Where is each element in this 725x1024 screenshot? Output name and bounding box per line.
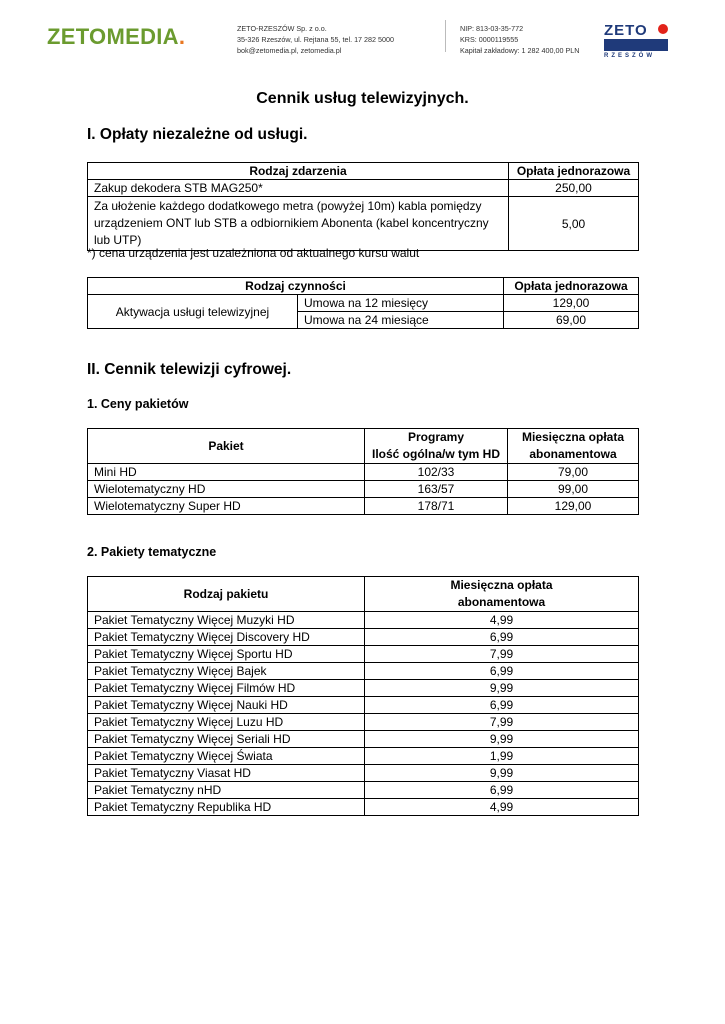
table-row: Za ułożenie każdego dodatkowego metra (powyżej 10m) kabla pomiędzy urządzeniem ONT lub STB a odbiornikiem Abonenta (kabel koncentryczny lub UTP) 5,00 bbox=[88, 197, 639, 251]
thematic-packages-table bbox=[87, 576, 639, 816]
table-row: Pakiet Tematyczny Viasat HD 9,99 bbox=[88, 765, 639, 782]
zetomedia-logo: ZETOMEDIA. bbox=[47, 24, 186, 49]
logo-red-dot-icon bbox=[658, 24, 668, 34]
table-row: Aktywacja usługi telewizyjnej Umowa na 12 miesięcy 129,00 bbox=[88, 295, 639, 312]
table-row: Pakiet Tematyczny Więcej Świata 1,99 bbox=[88, 748, 639, 765]
table-header-row: Rodzaj zdarzenia Opłata jednorazowa bbox=[88, 163, 639, 180]
table-row: Zakup dekodera STB MAG250* 250,00 bbox=[88, 180, 639, 197]
table-row: Pakiet Tematyczny nHD 6,99 bbox=[88, 782, 639, 799]
activation-fees-table bbox=[87, 277, 639, 329]
section-2-heading: II. Cennik telewizji cyfrowej. bbox=[87, 361, 292, 378]
table-row: Pakiet Tematyczny Więcej Muzyki HD 4,99 bbox=[88, 612, 639, 629]
table-row: Pakiet Tematyczny Więcej Seriali HD 9,99 bbox=[88, 731, 639, 748]
table-row: Pakiet Tematyczny Więcej Nauki HD 6,99 bbox=[88, 697, 639, 714]
table-row: Wielotematyczny Super HD 178/71 129,00 bbox=[88, 498, 639, 515]
zeto-rzeszow-logo: ZETO RZESZÓW bbox=[600, 20, 672, 60]
company-registration: NIP: 813-03-35-772 KRS: 0000119555 Kapitał zakładowy: 1 282 400,00 PLN bbox=[460, 24, 580, 55]
table-row: Pakiet Tematyczny Więcej Discovery HD 6,99 bbox=[88, 629, 639, 646]
table-header-row: Pakiet Programy Ilość ogólna/w tym HD Miesięczna opłata abonamentowa bbox=[88, 429, 639, 464]
section-1-heading: I. Opłaty niezależne od usługi. bbox=[87, 126, 308, 143]
table-header-row: Rodzaj czynności Opłata jednorazowa bbox=[88, 278, 639, 295]
thematic-packages-heading: 2. Pakiety tematyczne bbox=[87, 545, 217, 559]
event-fees-table bbox=[87, 162, 639, 251]
table-row: Pakiet Tematyczny Więcej Bajek 6,99 bbox=[88, 663, 639, 680]
table-row: Pakiet Tematyczny Więcej Luzu HD 7,99 bbox=[88, 714, 639, 731]
page-title: Cennik usług telewizyjnych. bbox=[256, 90, 469, 107]
table-row: Pakiet Tematyczny Republika HD 4,99 bbox=[88, 799, 639, 816]
table-header-row: Rodzaj pakietu Miesięczna opłata abonamentowa bbox=[88, 577, 639, 612]
package-prices-table bbox=[87, 428, 639, 515]
company-address: ZETO-RZESZÓW Sp. z o.o. 35-326 Rzeszów, ul. Rejtana 55, tel. 17 282 5000 bok@zetomedia.pl, zetomedia.pl bbox=[237, 24, 395, 55]
price-footnote: *) cena urządzenia jest uzależniona od aktualnego kursu walut bbox=[87, 246, 420, 260]
logo-wave-icon bbox=[604, 39, 668, 51]
table-row: Mini HD 102/33 79,00 bbox=[88, 464, 639, 481]
table-row: Pakiet Tematyczny Więcej Filmów HD 9,99 bbox=[88, 680, 639, 697]
table-row: Wielotematyczny HD 163/57 99,00 bbox=[88, 481, 639, 498]
table-row: Pakiet Tematyczny Więcej Sportu HD 7,99 bbox=[88, 646, 639, 663]
packages-heading: 1. Ceny pakietów bbox=[87, 397, 189, 411]
header-divider bbox=[445, 20, 446, 52]
letterhead bbox=[0, 0, 725, 70]
table-row: Umowa na 24 miesiące 69,00 bbox=[88, 312, 639, 329]
